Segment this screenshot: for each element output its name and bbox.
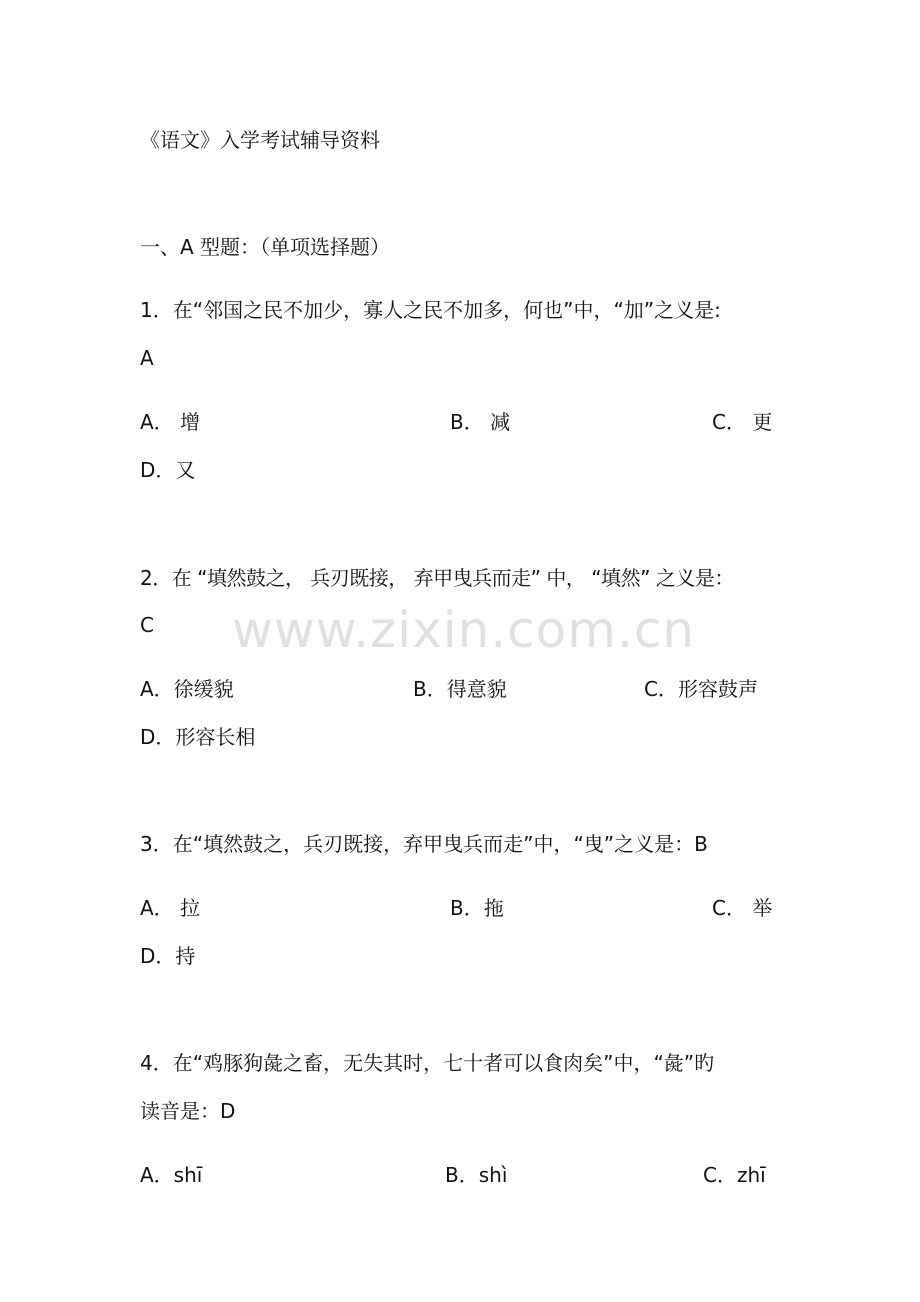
question-4-answer: 读音是：D [140, 1099, 236, 1123]
question-1-option-a: A． 增 [140, 410, 201, 434]
question-1-answer: A [140, 346, 154, 370]
question-1-option-b: B． 减 [450, 410, 511, 434]
question-3-option-a: A． 拉 [140, 896, 201, 920]
question-4-option-c: C．zhī [703, 1163, 766, 1187]
section-heading: 一、A 型题：（单项选择题） [140, 235, 391, 259]
question-4-option-a: A．shī [140, 1163, 203, 1187]
document-title: 《语文》入学考试辅导资料 [140, 128, 380, 152]
question-1-option-c: C． 更 [712, 410, 773, 434]
question-2-option-d: D．形容长相 [140, 725, 256, 749]
question-4-option-b: B．shì [445, 1163, 508, 1187]
watermark: www.zixin.com.cn [232, 601, 696, 659]
question-3-option-c: C． 举 [712, 896, 773, 920]
question-3-option-d: D．持 [140, 944, 196, 968]
question-2-option-a: A．徐缓貌 [140, 677, 234, 701]
question-2-answer: C [140, 613, 154, 637]
question-2-option-b: B．得意貌 [413, 677, 507, 701]
question-3-stem: 3．在“填然鼓之，兵刃既接，弃甲曳兵而走”中，“曳”之义是：B [140, 832, 708, 856]
question-1-option-d: D．又 [140, 458, 196, 482]
question-3-option-b: B．拖 [450, 896, 504, 920]
question-2-stem: 2．在 “填然鼓之， 兵刃既接， 弃甲曳兵而走” 中， “填然” 之义是： [140, 566, 734, 590]
question-2-option-c: C．形容鼓声 [644, 677, 758, 701]
question-4-stem: 4．在“鸡豚狗彘之畜，无失其时，七十者可以食肉矣”中，“彘”旳 [140, 1051, 715, 1075]
question-1-stem: 1．在“邻国之民不加少，寡人之民不加多，何也”中，“加”之义是: [140, 298, 721, 322]
